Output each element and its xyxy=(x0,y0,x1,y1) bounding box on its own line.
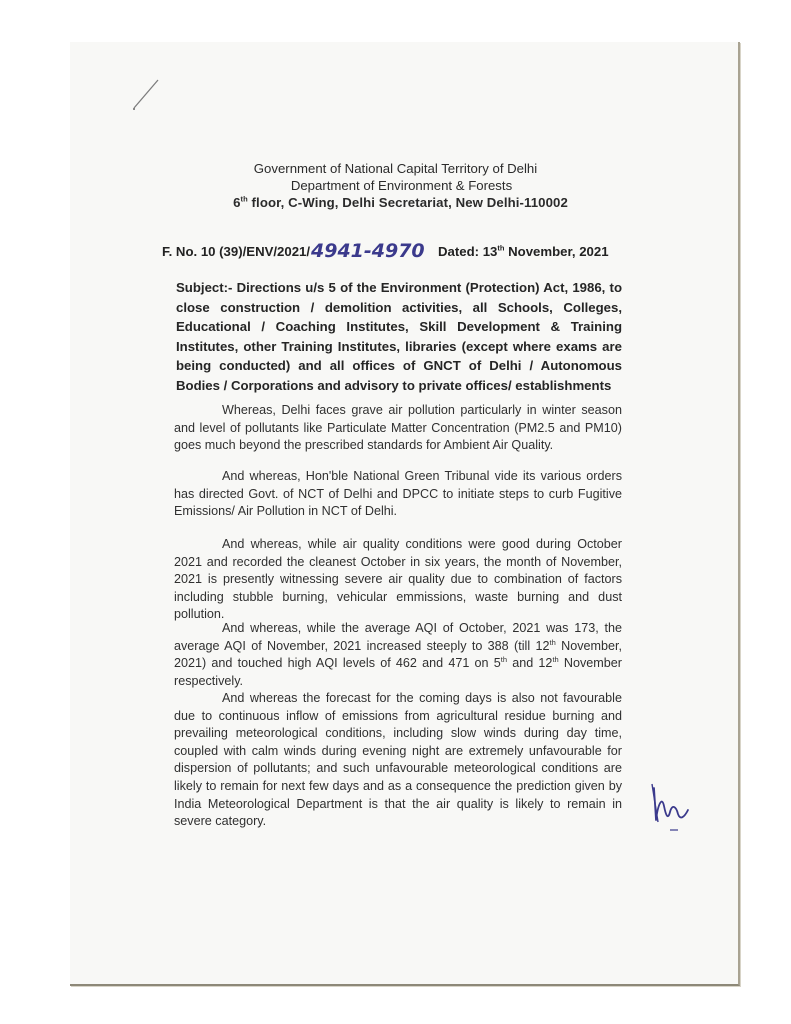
file-number: F. No. 10 (39)/ENV/2021/ xyxy=(162,244,311,259)
file-number-line xyxy=(162,240,622,264)
office-header xyxy=(0,160,791,211)
header-government: Government of National Capital Territory of Delhi xyxy=(253,161,538,176)
dated-label: Dated: 13th November, 2021 xyxy=(438,243,609,259)
paragraph-forecast: And whereas the forecast for the coming days is also not favourable due to continuous inflow of emissions from agricultural residue burning and prevailing meteorological conditions, including slow winds during day time, coupled with calm winds during evening night are extremely unfavourable for dispersion of pollutants; and such unfavourable meteorological conditions are likely to remain for next few days and as a consequence the prediction given by India Meteorological Department is that the air quality is likely to remain in severe category. xyxy=(174,691,622,829)
header-address: 6th floor, C-Wing, Delhi Secretariat, New Delhi-110002 xyxy=(233,194,568,210)
paragraph-pollution-context: Whereas, Delhi faces grave air pollution particularly in winter season and level of pollutants like Particulate Matter Concentration (PM2.5 and PM10) goes much beyond the prescribed standards for Ambient Air Quality. xyxy=(174,403,622,453)
pen-stroke-mark xyxy=(130,78,162,112)
paragraph-air-quality-november: And whereas, while air quality conditions were good during October 2021 and recorded the cleanest October in six years, the month of November, 2021 is presently witnessing severe air quality due to combination of factors including stubble burning, vehicular emmissions, waste burning and dust pollution. xyxy=(174,537,622,622)
subject-block: Subject:- Directions u/s 5 of the Environment (Protection) Act, 1986, to close construction / demolition activities, all Schools, Colleges, Educational / Coaching Institutes, Skill Development & Training Institutes, other Training Institutes, libraries (except where exams are being conducted) and all offices of GNCT of Delhi / Autonomous Bodies / Corporations and advisory to private offices/ establishments xyxy=(176,280,622,393)
paragraph-aqi-levels: And whereas, while the average AQI of October, 2021 was 173, the average AQI of November, 2021 increased steeply to 388 (till 12th November, 2021) and touched high AQI levels of 462 and 471 on 5th and 12th November respectively. xyxy=(174,621,622,688)
paragraph-ngt-orders: And whereas, Hon'ble National Green Tribunal vide its various orders has directed Govt. of NCT of Delhi and DPCC to initiate steps to curb Fugitive Emissions/ Air Pollution in NCT of Delhi. xyxy=(174,469,622,519)
handwritten-signature xyxy=(646,776,694,836)
header-department: Department of Environment & Forests xyxy=(290,178,513,193)
svg-text:4941-4970: 4941-4970 xyxy=(311,240,425,262)
handwritten-number-range xyxy=(309,236,435,266)
